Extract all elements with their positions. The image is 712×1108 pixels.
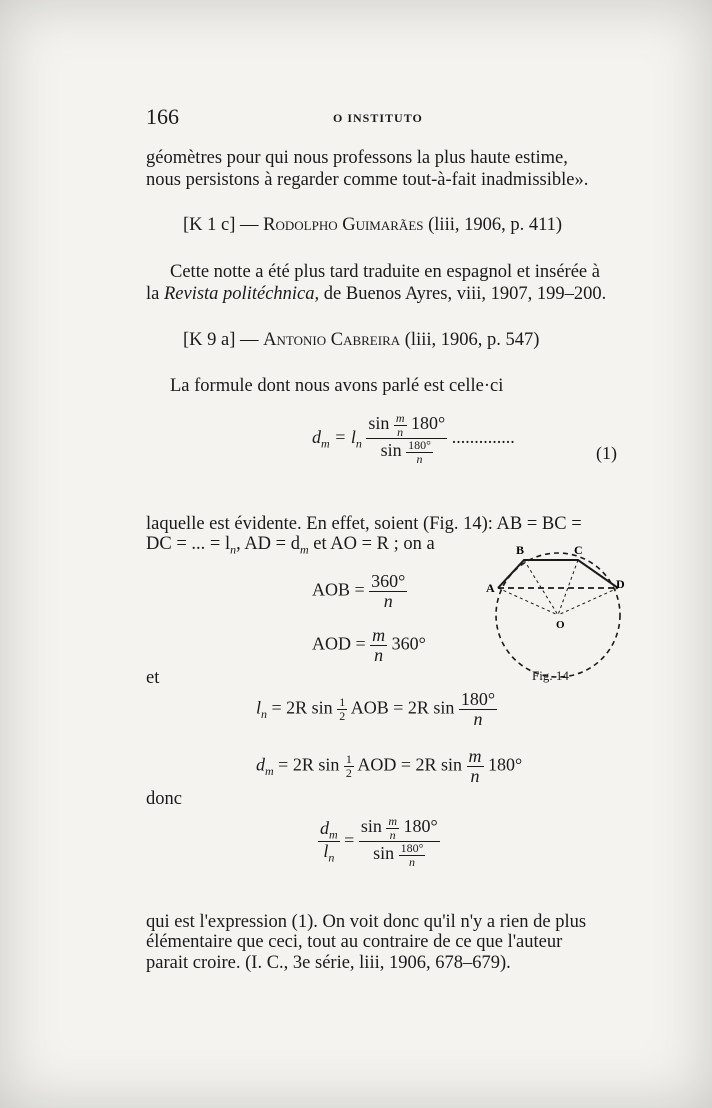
eq6-d: d xyxy=(320,818,329,838)
eq5-d: d xyxy=(256,754,265,775)
eq4-l-sub: n xyxy=(261,707,268,722)
journal-title: Revista politéchnica, xyxy=(163,284,320,304)
para4-line2-sub2: m xyxy=(299,542,309,557)
radius-oa xyxy=(498,588,558,615)
eq1-eq-sub: n xyxy=(355,436,362,451)
eq6-num-sin: sin xyxy=(360,816,387,837)
para5-line1: qui est l'expression (1). On voit donc qu'il n'y a rien de plus xyxy=(146,912,587,932)
word-et: et xyxy=(146,668,160,688)
para4-line2-b: , AD = d xyxy=(236,534,300,554)
eq5-mid: = 2R sin xyxy=(273,754,344,775)
label-d: D xyxy=(616,577,625,591)
para1-line2: nous persistons à regarder comme tout-à-fait inadmissible». xyxy=(146,170,589,190)
eq4-half-den: 2 xyxy=(339,708,346,723)
eq3-rest: 360° xyxy=(387,633,426,654)
para2-line2-pre: la xyxy=(146,284,164,304)
label-b: B xyxy=(516,543,525,557)
eq6-fraction xyxy=(359,815,440,868)
eq2-den: n xyxy=(383,590,393,611)
ref1-tag: [K 1 c] xyxy=(183,215,236,235)
eq6-num-m: m xyxy=(388,814,398,828)
eq1-num-sin: sin xyxy=(368,413,394,434)
para4-line2-c: et AO = R ; on a xyxy=(308,534,435,554)
eq1-num-n: n xyxy=(397,424,404,439)
eq3-lhs: AOD = xyxy=(312,633,371,654)
eq4-den: n xyxy=(473,708,483,729)
reference-cabreira xyxy=(183,330,539,351)
equation-dm xyxy=(256,747,522,786)
eq6-num-n: n xyxy=(389,827,396,842)
equation-ratio: $\frac{d_m}{l_n}$ = sin $\frac{m}{n}$ 180° sin $\frac{180^\circ}{n}$ xyxy=(320,814,438,869)
eq6-den-n: n xyxy=(409,854,416,869)
para4-line2 xyxy=(146,534,435,558)
label-c: C xyxy=(574,543,583,557)
equation-ln xyxy=(256,690,497,729)
eq1-lhs: d xyxy=(312,426,321,447)
ref1-details: (liii, 1906, p. 411) xyxy=(423,215,563,235)
eq1-eq: = l xyxy=(329,426,356,447)
eq4-mid: = 2R sin xyxy=(267,697,338,718)
para2-line2-post: de Buenos Ayres, viii, 1907, 199–200. xyxy=(319,284,607,304)
eq1-num-m: m xyxy=(395,411,405,425)
eq1-den-sin: sin xyxy=(380,440,407,461)
ref2-dash: — xyxy=(235,330,264,350)
eq1-lhs-sub: m xyxy=(321,436,330,451)
eq6-d-sub: m xyxy=(329,827,338,842)
para4-line2-a: DC = ... = l xyxy=(146,534,231,554)
para2-line2 xyxy=(146,284,606,305)
eq5-mid2: AOD = 2R sin xyxy=(353,754,467,775)
eq5-d-sub: m xyxy=(265,764,274,779)
eq2-lhs: AOB = xyxy=(312,579,370,600)
word-donc: donc xyxy=(146,789,182,809)
ref2-tag: [K 9 a] xyxy=(183,330,236,350)
figure-caption: Fig. 14 xyxy=(532,668,569,683)
para4-line2-sub: n xyxy=(230,542,237,557)
eq5-num: m xyxy=(468,746,482,766)
ref1-author: Rodolpho Guimarães xyxy=(263,215,424,235)
eq5-den: n xyxy=(470,765,480,786)
label-a: A xyxy=(486,581,495,595)
eq5-half-den: 2 xyxy=(345,765,352,780)
para5-line3: parait croire. (I. C., 3e série, liii, 1906, 678–679). xyxy=(146,953,511,973)
eq4-l: l xyxy=(256,697,262,718)
polygon-sides xyxy=(498,560,618,588)
eq1-num-rest: 180° xyxy=(406,413,446,434)
equation-1 xyxy=(312,412,515,465)
para1-line1: géomètres pour qui nous professons la plus haute estime, xyxy=(146,148,568,168)
page-number: 166 xyxy=(146,104,179,129)
ref2-details: (liii, 1906, p. 547) xyxy=(400,330,540,350)
eq4-mid2: AOB = 2R sin xyxy=(347,697,459,718)
eq1-den-n: n xyxy=(416,451,423,466)
ref1-dash: — xyxy=(235,215,264,235)
eq5-half-num: 1 xyxy=(345,752,352,767)
reference-guimaraes xyxy=(183,215,562,236)
eq1-fraction xyxy=(366,412,447,465)
eq6-den-num: 180° xyxy=(400,841,424,856)
eq4-half-num: 1 xyxy=(339,695,346,710)
eq4-num: 180° xyxy=(460,689,496,709)
eq6-l: l xyxy=(323,841,329,862)
radius-od xyxy=(558,588,618,615)
running-title: O INSTITUTO xyxy=(333,111,423,125)
eq1-leader-dots: .............. xyxy=(447,426,515,447)
equation-aob xyxy=(312,572,407,611)
para4-line1: laquelle est évidente. En effet, soient (Fig. 14): AB = BC = xyxy=(146,514,582,534)
eq2-num: 360° xyxy=(371,571,406,591)
eq6-l-sub: n xyxy=(328,850,335,865)
eq3-num: m xyxy=(372,625,386,645)
para5-line2: élémentaire que ceci, tout au contraire de ce que l'auteur xyxy=(146,932,563,952)
equation-number-1: (1) xyxy=(596,443,617,463)
para2-line1: Cette notte a été plus tard traduite en espagnol et insérée à xyxy=(170,262,600,282)
eq6-den-sin: sin xyxy=(373,843,399,864)
para3-line1: La formule dont nous avons parlé est celle·ci xyxy=(170,376,504,396)
eq5-rest: 180° xyxy=(483,754,523,775)
label-o: O xyxy=(556,619,565,631)
equation-aod xyxy=(312,626,426,665)
eq6-num-rest: 180° xyxy=(399,816,438,837)
eq3-den: n xyxy=(374,644,384,665)
ref2-author: Antonio Cabreira xyxy=(263,330,401,350)
eq1-den-num: 180° xyxy=(408,438,431,453)
